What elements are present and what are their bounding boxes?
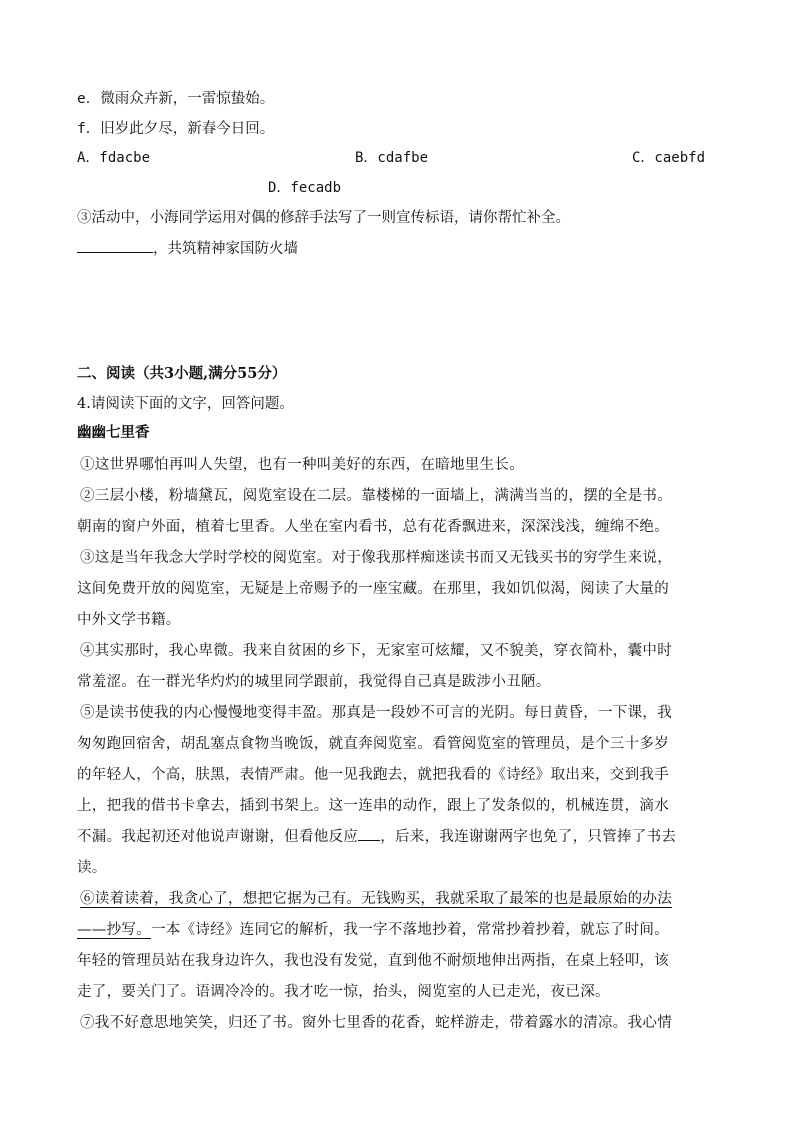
slogan-answer-line bbox=[77, 238, 298, 259]
choice-line-e: e．微雨众卉新，一雷惊蛰始。 bbox=[77, 91, 275, 107]
paragraph-4-line-1: ④其实那时，我心卑微。我来自贫困的乡下，无家室可炫耀，又不貌美，穿衣简朴，囊中时 bbox=[80, 643, 672, 659]
paragraph-5-line-5-end: ，后来，我连谢谢两字也免了，只管捧了书去 bbox=[380, 829, 677, 845]
choice-line-f: f．旧岁此夕尽，新春今日回。 bbox=[77, 121, 275, 137]
paragraph-7-line-1: ⑦我不好意思地笑笑，归还了书。窗外七里香的花香，蛇样游走，带着露水的清凉。我心情 bbox=[80, 1015, 672, 1031]
paragraph-5-line-2: 匆匆跑回宿舍，胡乱塞点食物当晚饭，就直奔阅览室。看管阅览室的管理员，是个三十多岁 bbox=[77, 736, 669, 752]
paragraph-6-line-2-rest: 一本《诗经》连同它的解析，我一字不落地抄着，常常抄着抄着，就忘了时间。 bbox=[151, 922, 669, 938]
passage-body bbox=[77, 450, 719, 1039]
paragraph-6-line-1: ⑥读着读着，我贪心了，想把它据为己有。无钱购买，我就采取了最笨的也是最原始的办法 bbox=[80, 891, 672, 907]
slogan-suffix: ，共筑精神家国防火墙 bbox=[153, 241, 298, 257]
passage-title: 幽幽七里香 bbox=[77, 424, 150, 441]
question-4-prompt: 4.请阅读下面的文字，回答问题。 bbox=[77, 396, 294, 412]
paragraph-3-line-3: 中外文学书籍。 bbox=[77, 612, 181, 628]
answer-blank[interactable] bbox=[77, 238, 153, 253]
paragraph-6-line-2-underlined: ——抄写。 bbox=[77, 922, 151, 938]
option-a: A．fdacbe bbox=[77, 150, 151, 166]
paragraph-6-line-3: 年轻的管理员站在我身边许久，我也没有发觉，直到他不耐烦地伸出两指，在桌上轻叩，该 bbox=[77, 953, 669, 969]
paragraph-5-line-3: 的年轻人，个高，肤黑，表情严肃。他一见我跑去，就把我看的《诗经》取出来，交到我手 bbox=[77, 767, 669, 783]
paragraph-5-line-6: 读。 bbox=[77, 860, 107, 876]
paragraph-3-line-2: 这间免费开放的阅览室，无疑是上帝赐予的一座宝藏。在那里，我如饥似渴，阅读了大量的 bbox=[77, 581, 669, 597]
paragraph-2-line-1: ②三层小楼，粉墙黛瓦，阅览室设在二层。靠楼梯的一面墙上，满满当当的，摆的全是书。 bbox=[80, 488, 672, 504]
paragraph-2-line-2: 朝南的窗户外面，植着七里香。人坐在室内看书，总有花香飘进来，深深浅浅，缠绵不绝。 bbox=[77, 519, 669, 535]
sub-question-3-prompt: ③活动中，小海同学运用对偶的修辞手法写了一则宣传标语，请你帮忙补全。 bbox=[77, 210, 570, 226]
paragraph-1: ①这世界哪怕再叫人失望，也有一种叫美好的东西，在暗地里生长。 bbox=[80, 457, 524, 473]
option-b: B．cdafbe bbox=[355, 150, 429, 166]
paragraph-4-line-2: 常羞涩。在一群光华灼灼的城里同学跟前，我觉得自己真是跋涉小丑陋。 bbox=[77, 674, 551, 690]
paragraph-5-line-4: 上，把我的借书卡拿去，插到书架上。这一连串的动作，跟上了发条似的，机械连贯，滴水 bbox=[77, 798, 669, 814]
reaction-blank[interactable] bbox=[358, 826, 380, 841]
paragraph-3-line-1: ③这是当年我念大学时学校的阅览室。对于像我那样痴迷读书而又无钱买书的穷学生来说， bbox=[80, 550, 672, 566]
paragraph-5-line-1: ⑤是读书使我的内心慢慢地变得丰盈。那真是一段妙不可言的光阴。每日黄昏，一下课，我 bbox=[80, 705, 672, 721]
option-c: C．caebfd bbox=[632, 150, 706, 166]
section-heading: 二、阅读（共3小题,满分55分） bbox=[77, 365, 287, 382]
paragraph-6-line-4: 走了，要关门了。语调冷冷的。我才吃一惊，抬头，阅览室的人已走光，夜已深。 bbox=[77, 984, 610, 1000]
paragraph-5-line-5-start: 不漏。我起初还对他说声谢谢，但看他反应 bbox=[77, 829, 359, 845]
paragraph-5-line-5 bbox=[77, 822, 719, 853]
option-d: D．fecadb bbox=[268, 180, 342, 196]
paragraph-6-line-2 bbox=[77, 915, 719, 946]
